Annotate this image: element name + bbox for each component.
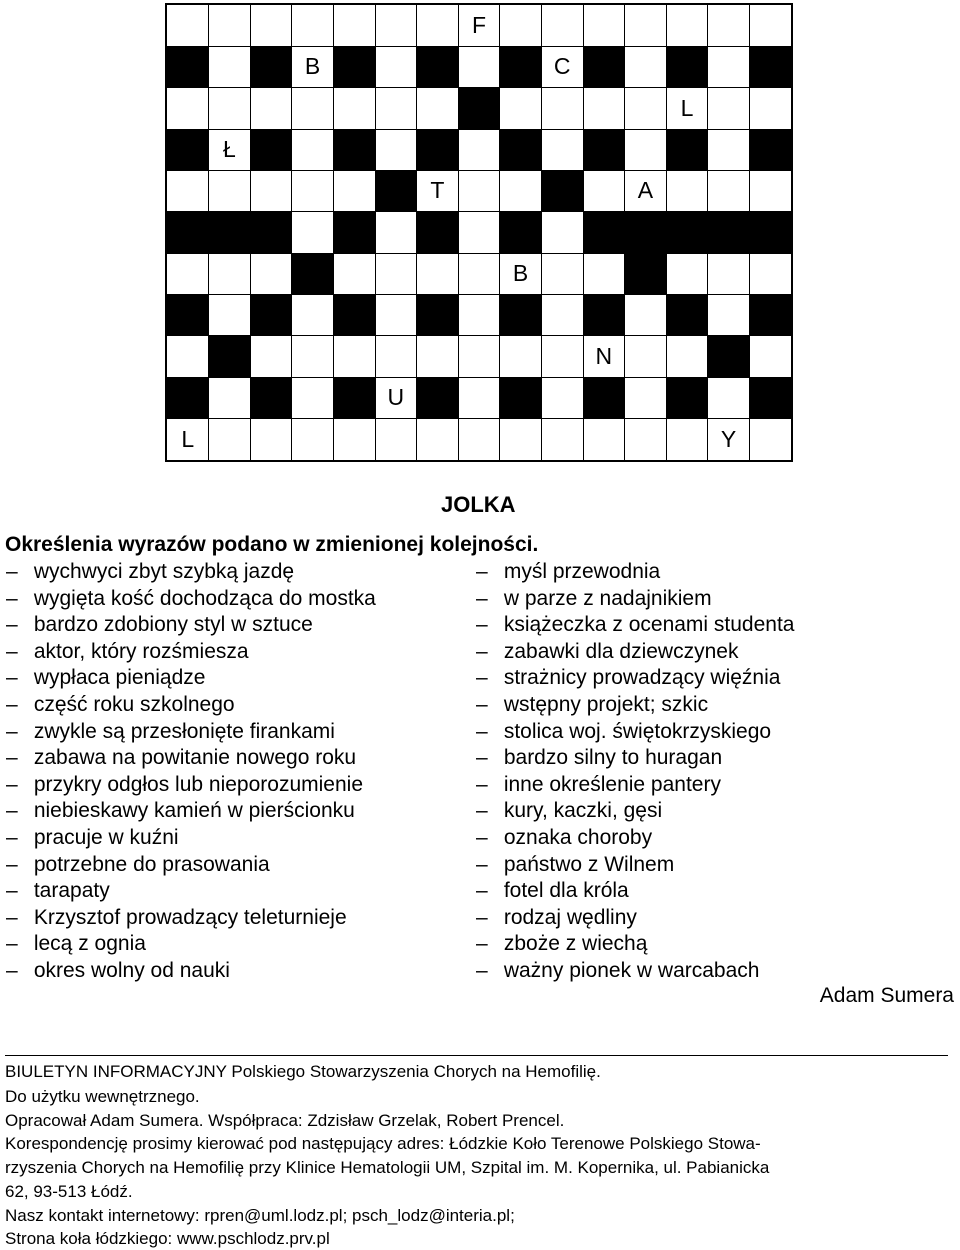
grid-line	[167, 211, 791, 212]
clue-text: oznaka choroby	[498, 826, 653, 849]
given-letter: S	[346, 218, 362, 245]
given-letter: N	[595, 342, 613, 369]
footer-internal-use: Do użytku wewnętrznego.	[5, 1087, 200, 1106]
footer-credits: Opracował Adam Sumera. Współpraca: Zdzisław Grzelak, Robert Prencel.	[5, 1111, 565, 1130]
dash-bullet: –	[476, 932, 488, 956]
black-cell	[583, 129, 625, 171]
clue-item	[6, 587, 376, 611]
clue-text: wypłaca pieniądze	[28, 666, 206, 690]
black-cell	[167, 212, 209, 254]
dash-bullet: –	[6, 746, 18, 770]
dash-bullet: –	[6, 666, 18, 690]
given-letter: B	[304, 53, 321, 80]
clue-item	[476, 799, 662, 823]
clue-item	[6, 666, 205, 690]
dash-bullet: –	[476, 959, 488, 982]
grid-line	[167, 253, 791, 254]
black-cell	[333, 377, 375, 419]
dash-bullet: –	[476, 586, 488, 610]
clue-item	[6, 799, 355, 823]
given-letter: E	[762, 136, 778, 163]
dash-bullet: –	[6, 719, 18, 743]
black-cell	[500, 212, 542, 254]
dash-bullet: –	[476, 560, 488, 583]
black-cell	[333, 46, 375, 88]
dash-bullet: –	[6, 772, 18, 796]
clue-text: bardzo silny to huragan	[498, 746, 723, 770]
dash-bullet: –	[476, 719, 488, 743]
clue-item	[476, 906, 637, 930]
dash-bullet: –	[476, 613, 488, 637]
black-cell	[583, 377, 625, 419]
clue-item	[6, 853, 270, 877]
black-cell	[583, 295, 625, 337]
clue-item	[6, 932, 146, 956]
black-cell	[749, 46, 791, 88]
puzzle-title: JOLKA	[441, 492, 516, 517]
black-cell	[500, 46, 542, 88]
black-cell	[583, 212, 625, 254]
clue-text: lecą z ognia	[28, 932, 146, 956]
black-cell	[749, 377, 791, 419]
grid-line	[749, 5, 750, 460]
black-cell	[417, 295, 459, 337]
clue-text: tarapaty	[28, 879, 110, 903]
black-cell	[250, 129, 292, 171]
clue-text: książeczka z ocenami studenta	[498, 613, 795, 637]
grid-line	[250, 5, 251, 460]
clue-text: aktor, który rozśmiesza	[28, 639, 249, 663]
grid-line	[208, 5, 209, 460]
black-cell	[583, 46, 625, 88]
dash-bullet: –	[6, 905, 18, 929]
black-cell	[209, 212, 251, 254]
black-cell	[666, 295, 708, 337]
clue-item	[476, 773, 721, 797]
black-cell	[458, 88, 500, 130]
dash-bullet: –	[6, 639, 18, 663]
clue-text: pracuje w kuźni	[28, 826, 179, 849]
clue-text: kury, kaczki, gęsi	[498, 799, 663, 823]
clue-text: inne określenie pantery	[498, 772, 721, 796]
black-cell	[500, 129, 542, 171]
clue-item	[476, 746, 722, 770]
author-signature: Adam Sumera	[819, 984, 954, 1007]
black-cell	[749, 212, 791, 254]
dash-bullet: –	[476, 772, 488, 796]
given-letter: F	[471, 12, 487, 38]
clue-item	[476, 666, 780, 690]
clue-text: rodzaj wędliny	[498, 905, 637, 929]
black-cell	[333, 129, 375, 171]
grid-line	[707, 5, 708, 460]
clue-text: wstępny projekt; szkic	[498, 693, 709, 716]
clue-text: wygięta kość dochodząca do mostka	[28, 586, 376, 610]
dash-bullet: –	[6, 613, 18, 637]
black-cell	[167, 295, 209, 337]
clue-text: zboże z wiechą	[498, 932, 648, 956]
clue-text: Krzysztof prowadzący teleturnieje	[28, 905, 347, 929]
clue-text: wychwyci zbyt szybką jazdę	[28, 560, 295, 583]
footer-bulletin: BIULETYN INFORMACYJNY Polskiego Stowarzyszenia Chorych na Hemofilię.	[5, 1062, 601, 1081]
dash-bullet: –	[476, 826, 488, 849]
clue-text: potrzebne do prasowania	[28, 852, 270, 876]
black-cell	[666, 377, 708, 419]
given-letter: Y	[720, 425, 737, 452]
dash-bullet: –	[6, 693, 18, 716]
dash-bullet: –	[476, 639, 488, 663]
clue-item	[476, 826, 652, 850]
dash-bullet: –	[6, 852, 18, 876]
clue-item	[6, 746, 356, 770]
clue-text: część roku szkolnego	[28, 693, 235, 716]
black-cell	[250, 212, 292, 254]
footer-address-2: rzyszenia Chorych na Hemofilię przy Klinice Hematologii UM, Szpital im. M. Kopernika, ul. Pabianicka	[5, 1158, 770, 1177]
black-cell	[708, 212, 750, 254]
clue-item	[476, 640, 738, 664]
footer-website: Strona koła łódzkiego: www.pschlodz.prv.pl	[5, 1229, 330, 1248]
clue-item	[476, 560, 660, 584]
black-cell	[250, 46, 292, 88]
dash-bullet: –	[476, 693, 488, 716]
clue-text: w parze z nadajnikiem	[498, 586, 712, 610]
dash-bullet: –	[6, 799, 18, 823]
dash-bullet: –	[6, 560, 18, 583]
crossword-grid	[165, 3, 793, 462]
given-letter: U	[387, 384, 405, 411]
clue-item	[6, 613, 313, 637]
grid-line	[167, 377, 791, 378]
black-cell	[250, 377, 292, 419]
black-cell	[666, 129, 708, 171]
clue-text: strażnicy prowadzący więźnia	[498, 666, 781, 690]
black-cell	[167, 129, 209, 171]
dash-bullet: –	[476, 852, 488, 876]
black-cell	[209, 336, 251, 378]
grid-line	[624, 5, 625, 460]
instruction-text: Określenia wyrazów podano w zmienionej kolejności.	[5, 533, 539, 556]
black-cell	[333, 295, 375, 337]
dash-bullet: –	[6, 959, 18, 982]
clue-item	[6, 640, 249, 664]
black-cell	[708, 336, 750, 378]
clue-item	[6, 693, 235, 717]
dash-bullet: –	[476, 905, 488, 929]
clue-text: zabawa na powitanie nowego roku	[28, 746, 357, 770]
grid-line	[167, 418, 791, 419]
given-letter: B	[512, 260, 529, 287]
clue-item	[6, 560, 294, 584]
clue-text: państwo z Wilnem	[498, 852, 675, 876]
black-cell	[500, 295, 542, 337]
given-letter: L	[181, 425, 195, 452]
dash-bullet: –	[6, 932, 18, 956]
footer-contact: Nasz kontakt internetowy: rpren@uml.lodz.pl; psch_lodz@interia.pl;	[5, 1206, 515, 1225]
dash-bullet: –	[476, 879, 488, 903]
clue-text: zabawki dla dziewczynek	[498, 639, 739, 663]
clue-text: fotel dla króla	[498, 879, 629, 903]
grid-line	[458, 5, 459, 460]
given-letter: T	[430, 177, 445, 204]
clue-item	[476, 587, 712, 611]
given-letter: P	[263, 301, 279, 328]
clue-item	[6, 826, 179, 850]
clue-item	[476, 932, 647, 956]
black-cell	[167, 46, 209, 88]
clue-item	[6, 906, 347, 930]
footer-address-1: Korespondencję prosimy kierować pod następujący adres: Łódzkie Koło Terenowe Polskiego Stowa-	[5, 1134, 761, 1153]
clue-text: okres wolny od nauki	[28, 959, 230, 982]
given-letter: Ł	[222, 136, 236, 163]
clue-text: przykry odgłos lub nieporozumienie	[28, 772, 364, 796]
given-letter: L	[680, 94, 694, 121]
clue-item	[476, 720, 771, 744]
dash-bullet: –	[6, 586, 18, 610]
black-cell	[625, 253, 667, 295]
black-cell	[167, 377, 209, 419]
dash-bullet: –	[6, 879, 18, 903]
clue-text: niebieskawy kamień w pierścionku	[28, 799, 355, 823]
clue-item	[476, 879, 629, 903]
black-cell	[375, 170, 417, 212]
clue-text: stolica woj. świętokrzyskiego	[498, 719, 772, 743]
clue-text: zwykle są przesłonięte firankami	[28, 719, 335, 743]
clue-item	[476, 959, 759, 983]
grid-line	[666, 5, 667, 460]
black-cell	[749, 295, 791, 337]
black-cell	[417, 46, 459, 88]
given-letter: C	[553, 53, 571, 80]
black-cell	[666, 212, 708, 254]
clue-item	[476, 613, 794, 637]
clue-text: myśl przewodnia	[498, 560, 661, 583]
grid-line	[167, 170, 791, 171]
clue-text: bardzo zdobiony styl w sztuce	[28, 613, 313, 637]
clue-item	[6, 959, 230, 983]
black-cell	[292, 253, 334, 295]
clue-item	[6, 773, 363, 797]
given-letter: A	[637, 177, 654, 204]
dash-bullet: –	[6, 826, 18, 849]
grid-line	[499, 5, 500, 460]
clue-item	[6, 879, 110, 903]
black-cell	[417, 212, 459, 254]
footer-divider	[5, 1055, 948, 1056]
dash-bullet: –	[476, 666, 488, 690]
clue-item	[476, 693, 708, 717]
dash-bullet: –	[476, 746, 488, 770]
clue-item	[6, 720, 335, 744]
black-cell	[625, 212, 667, 254]
clue-item	[476, 853, 674, 877]
footer-address-3: 62, 93-513 Łódź.	[5, 1182, 133, 1201]
dash-bullet: –	[476, 799, 488, 823]
clue-text: ważny pionek w warcabach	[498, 959, 760, 982]
black-cell	[541, 170, 583, 212]
black-cell	[500, 377, 542, 419]
black-cell	[417, 129, 459, 171]
black-cell	[417, 377, 459, 419]
black-cell	[666, 46, 708, 88]
